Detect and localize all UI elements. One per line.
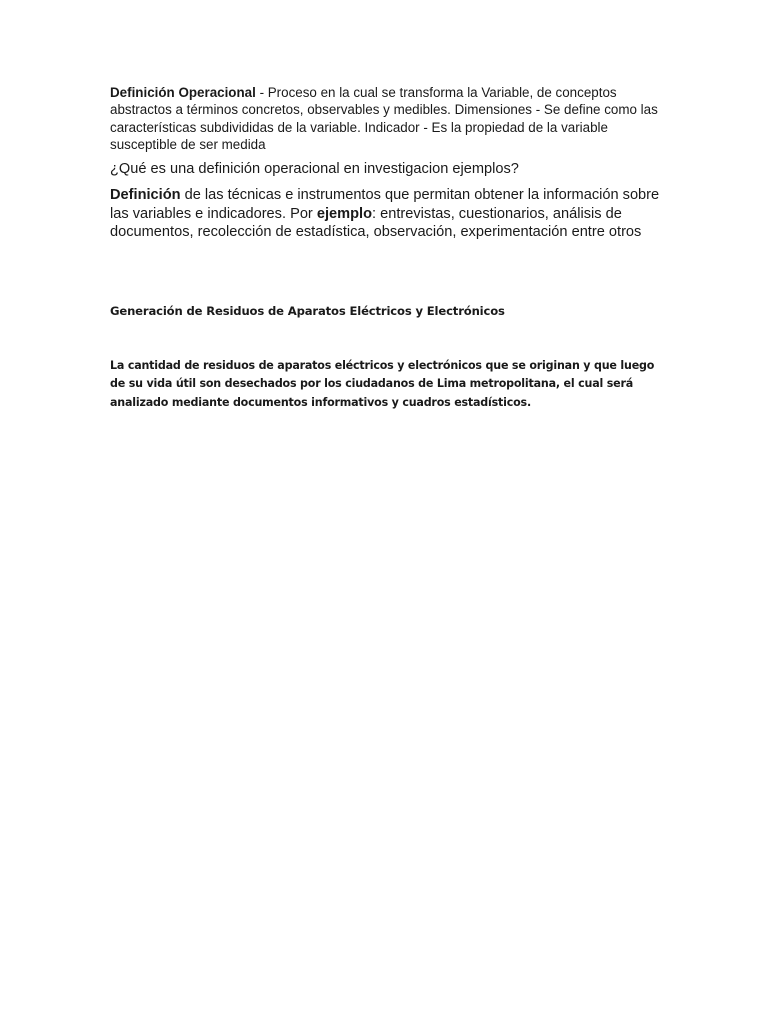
question-line: ¿Qué es una definición operacional en investigacion ejemplos?: [110, 161, 519, 177]
answer-paragraph: [110, 186, 670, 242]
answer-example-word: ejemplo: [316, 205, 373, 222]
definition-term: Definición Operacional: [110, 85, 256, 100]
answer-text-before: de las técnicas e instrumentos que permitan obtener la información sobre las variables e indicadores. Por: [110, 187, 660, 222]
answer-text-after: : entrevistas, cuestionarios, análisis de documentos, recolección de estadística, observación, experimentación entre otros: [110, 205, 642, 240]
definition-text: - Proceso en la cual se transforma la Variable, de conceptos abstractos a términos concretos, observables y medibles. Dimensiones - Se define como las características subdivididas de la variable. Indicador - Es la propiedad de la variable susceptible de ser medida: [110, 85, 658, 153]
document-content: [110, 84, 670, 409]
answer-term: Definición: [110, 187, 181, 203]
body-paragraph: La cantidad de residuos de aparatos eléctricos y electrónicos que se originan y que luego de su vida útil son desechados por los ciudadanos de Lima metropolitana, el cual será analizado mediante documentos informativos y cuadros estadísticos.: [110, 359, 655, 409]
definition-paragraph: [110, 84, 670, 154]
section-heading: Generación de Residuos de Aparatos Eléctricos y Electrónicos: [110, 304, 505, 318]
